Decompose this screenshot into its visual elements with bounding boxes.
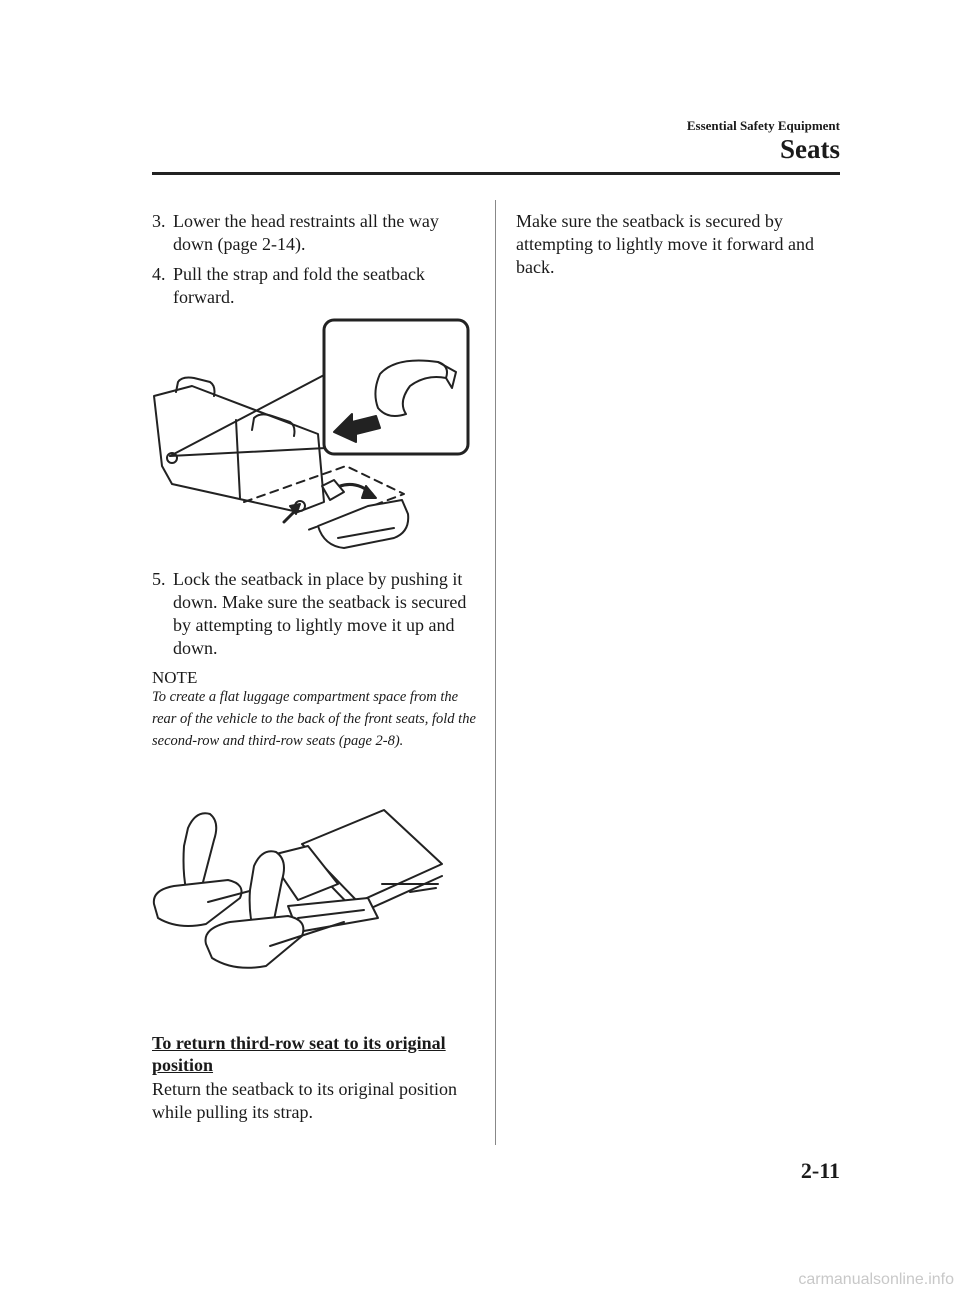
- step-3-number: 3.: [152, 211, 166, 231]
- step-4-text: Pull the strap and fold the seatback forward.: [173, 264, 425, 307]
- step-4: [152, 263, 482, 309]
- return-instructions: Return the seatback to its original position while pulling its strap.: [152, 1079, 457, 1122]
- column-divider: [495, 200, 496, 1145]
- page-number: 2-11: [800, 1158, 840, 1183]
- page-title: Seats: [780, 134, 840, 164]
- header-section-label: Essential Safety Equipment: [686, 118, 840, 133]
- step-5-number: 5.: [152, 569, 166, 589]
- right-column: [516, 210, 836, 279]
- step-5-text: Lock the seatback in place by pushing it down. Make sure the seatback is secured by attempting to lightly move it up and down.: [173, 569, 467, 658]
- secure-check-text: Make sure the seatback is secured by attempting to lightly move it forward and back.: [516, 211, 814, 277]
- seat-fold-illustration: [148, 316, 472, 562]
- step-3: [152, 210, 482, 256]
- step-5: [152, 568, 482, 660]
- step-3-text: Lower the head restraints all the way down (page 2-14).: [173, 211, 439, 254]
- watermark: carmanualsonline.info: [798, 1271, 954, 1288]
- note-heading: NOTE: [152, 668, 198, 687]
- return-section-heading: To return third-row seat to its original position: [152, 1033, 446, 1075]
- note-text: To create a flat luggage compartment space from the rear of the vehicle to the back of the front seats, fold the second-row and third-row seats (page 2-8).: [152, 689, 476, 749]
- header-rule: [152, 172, 840, 175]
- step-4-number: 4.: [152, 264, 166, 284]
- flat-cargo-illustration: [148, 806, 454, 978]
